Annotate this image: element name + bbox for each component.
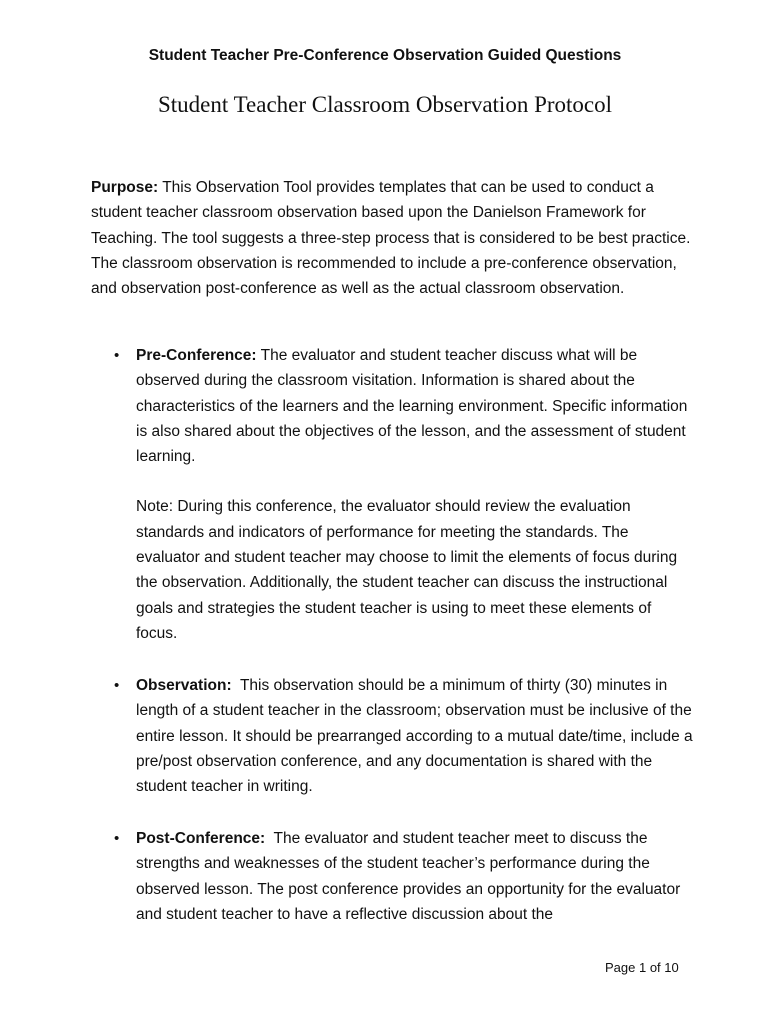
post-conference-text: The evaluator and student teacher meet to discuss the strengths and weaknesses of the student teacher’s performance during the observed lesson. The post conference provides an opportunity for the evaluator and student teacher to have a reflective discussion about the xyxy=(136,830,685,923)
bullet-icon: • xyxy=(114,677,120,694)
observation-paragraph xyxy=(136,673,696,799)
observation-label: Observation: xyxy=(136,677,232,694)
page-number: Page 1 of 10 xyxy=(605,960,679,975)
purpose-paragraph xyxy=(91,175,691,301)
post-conference-paragraph xyxy=(136,826,696,927)
pre-conference-note: Note: During this conference, the evaluator should review the evaluation standards and indicators of performance for meeting the standards. The evaluator and student teacher may choose to limit the elements of focus during the observation. Additionally, the student teacher can discuss the instructional goals and strategies the student teacher is using to meet these elements of focus. xyxy=(136,498,678,642)
bullet-post-conference xyxy=(114,826,696,927)
purpose-text: This Observation Tool provides templates that can be used to conduct a student teacher classroom observation based upon the Danielson Framework for Teaching. The tool suggests a three-step process that is considered to be best practice. The classroom observation is recommended to include a pre-conference observation, and observation post-conference as well as the actual classroom observation. xyxy=(91,179,691,298)
pre-conference-text: The evaluator and student teacher discuss what will be observed during the classroom visitation. Information is shared about the characteristics of the learners and the learning environment. Specific information is also shared about the objectives of the lesson, and the assessment of student learning. xyxy=(136,347,688,466)
post-conference-label: Post-Conference: xyxy=(136,830,266,847)
bullet-icon: • xyxy=(114,347,120,364)
document-title: Student Teacher Classroom Observation Protocol xyxy=(157,92,613,117)
purpose-label: Purpose: xyxy=(91,179,159,196)
observation-text: This observation should be a minimum of thirty (30) minutes in length of a student teacher in the classroom; observation must be inclusive of the entire lesson. It should be prearranged according to a mutual date/time, include a pre/post observation conference, and any documentation is shared with the student teacher in writing. xyxy=(136,677,697,796)
page-header: Student Teacher Pre-Conference Observation Guided Questions xyxy=(148,47,622,64)
pre-conference-label: Pre-Conference: xyxy=(136,347,257,364)
bullet-icon: • xyxy=(114,830,120,847)
bullet-pre-conference xyxy=(114,343,696,646)
pre-conference-paragraph xyxy=(136,343,696,469)
bullet-observation xyxy=(114,673,697,799)
